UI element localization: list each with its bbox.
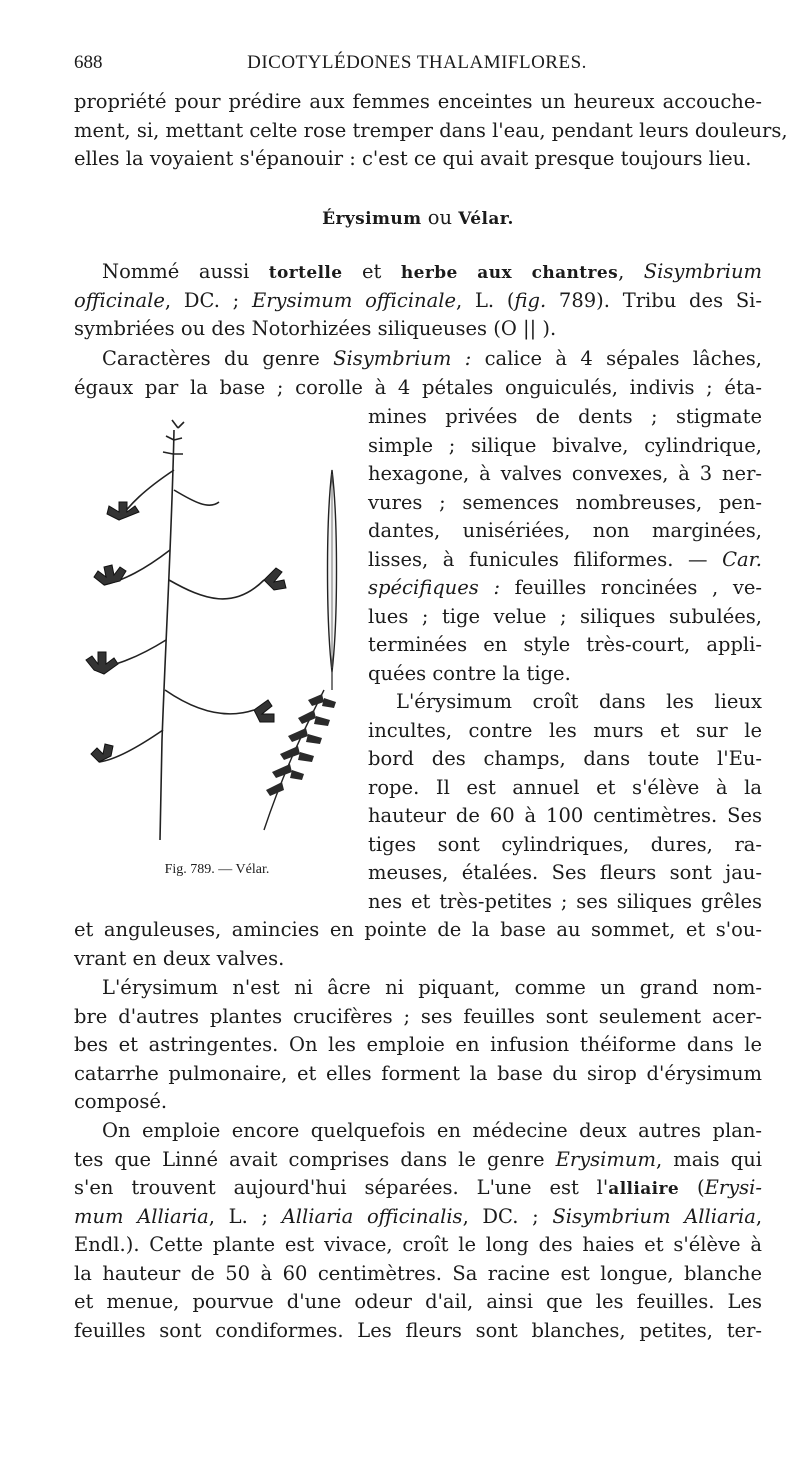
- page-header: [74, 52, 760, 82]
- text-span: Nommé aussi: [102, 260, 269, 283]
- text-span: , DC. ;: [462, 1204, 553, 1228]
- figure-caption: Fig. 789. — Vélar.: [164, 862, 270, 877]
- paragraph-alliaire: [74, 1117, 762, 1345]
- text-line: rope. Il est annuel et s'élève à la: [368, 775, 762, 799]
- bold-term: tortelle: [268, 263, 343, 283]
- text-span: lisses, à funicules filiformes. —: [368, 547, 723, 571]
- bold-term: alliaire: [608, 1179, 680, 1199]
- text-line: terminées en style très-court, appli-: [368, 633, 762, 656]
- section-heading: [74, 204, 762, 234]
- italic-term: spécifiques :: [368, 576, 501, 599]
- text-line: bes et astringentes. On les emploie en infusion théiforme dans le: [74, 1033, 762, 1056]
- text-line: et menue, pourvue d'une odeur d'ail, ainsi que les feuilles. Les: [74, 1290, 762, 1313]
- text-line: symbriées ou des Notorhizées siliqueuses (O || ).: [74, 317, 557, 340]
- text-line: On emploie encore quelquefois en médecine deux autres plan-: [102, 1119, 762, 1142]
- italic-term: Erysi-: [704, 1176, 762, 1199]
- text-line: la hauteur de 50 à 60 centimètres. Sa racine est longue, blanche: [74, 1261, 762, 1285]
- text-span: , mais qui: [655, 1147, 762, 1171]
- paragraph-synonyms: [74, 258, 762, 344]
- bold-term: herbe aux chantres: [400, 263, 619, 283]
- text-line: meuses, étalées. Ses fleurs sont jau-: [368, 861, 762, 884]
- text-line: vrant en deux valves.: [74, 946, 285, 970]
- velar-plant-illustration: [74, 410, 360, 850]
- text-span: s'en trouvent aujourd'hui séparées. L'une est l': [74, 1176, 609, 1199]
- italic-term: Sisymbrium Alliaria: [552, 1204, 756, 1228]
- text-line: hexagone, à valves convexes, à 3 ner-: [368, 462, 762, 485]
- italic-term: Car.: [722, 547, 762, 571]
- text-span: feuilles roncinées , ve-: [500, 576, 762, 599]
- heading-alt: Vélar.: [458, 209, 514, 229]
- text-span: et: [342, 260, 401, 283]
- text-line: incultes, contre les murs et sur le: [368, 718, 762, 742]
- text-line: bre d'autres plantes crucifères ; ses feuilles sont seulement acer-: [74, 1004, 762, 1028]
- text-line: L'érysimum croît dans les lieux: [396, 690, 762, 713]
- text-span: , DC. ;: [164, 288, 252, 312]
- text-span: , L. (: [456, 288, 515, 312]
- page-number: 688: [74, 52, 103, 73]
- paragraph-continuation: [74, 916, 762, 973]
- text-line: ment, si, mettant celte rose tremper dans l'eau, pendant leurs douleurs,: [74, 118, 788, 142]
- text-span: 789). Tribu des Si-: [546, 288, 763, 312]
- right-column-text: [368, 403, 762, 916]
- text-line: feuilles sont condiformes. Les fleurs sont blanches, petites, ter-: [74, 1318, 762, 1342]
- running-title: DICOTYLÉDONES THALAMIFLORES.: [247, 52, 587, 73]
- text-line: nes et très-petites ; ses siliques grêles: [368, 889, 762, 913]
- text-line: égaux par la base ; corolle à 4 pétales onguiculés, indivis ; éta-: [74, 375, 762, 399]
- text-line: et anguleuses, amincies en pointe de la base au sommet, et s'ou-: [74, 918, 762, 941]
- text-line: propriété pour prédire aux femmes enceintes un heureux accouche-: [74, 90, 762, 113]
- paragraph-uses: [74, 974, 762, 1117]
- text-line: [74, 1203, 762, 1232]
- text-line: tiges sont cylindriques, dures, ra-: [368, 832, 762, 856]
- heading-main: Érysimum: [322, 209, 422, 229]
- text-line: [368, 546, 762, 575]
- text-line: vures ; semences nombreuses, pen-: [368, 490, 762, 514]
- italic-term: Sisymbrium: [643, 260, 762, 283]
- text-line: quées contre la tige.: [368, 661, 571, 685]
- text-line: [74, 258, 762, 287]
- text-line: hauteur de 60 à 100 centimètres. Ses: [368, 804, 762, 827]
- heading-connector: ou: [427, 206, 453, 229]
- text-line: [368, 574, 762, 603]
- text-line: composé.: [74, 1090, 168, 1113]
- text-line: lues ; tige velue ; siliques subulées,: [368, 604, 762, 628]
- text-line: [74, 287, 762, 316]
- italic-term: Erysimum: [555, 1147, 656, 1171]
- italic-term: fig.: [514, 288, 547, 312]
- italic-term: mum Alliaria: [74, 1204, 209, 1228]
- italic-term: Alliaria officinalis: [281, 1204, 463, 1228]
- italic-term: Erysimum officinale: [252, 288, 457, 312]
- text-line: elles la voyaient s'épanouir : c'est ce qui avait presque toujours lieu.: [74, 147, 752, 170]
- text-line: dantes, unisériées, non marginées,: [368, 519, 762, 542]
- italic-term: officinale: [74, 288, 165, 312]
- text-line: bord des champs, dans toute l'Eu-: [368, 747, 762, 770]
- intro-paragraph: [74, 88, 788, 174]
- text-span: tes que Linné avait comprises dans le genre: [74, 1147, 556, 1171]
- text-line: Endl.). Cette plante est vivace, croît le long des haies et s'élève à: [74, 1233, 762, 1256]
- text-span: ,: [618, 260, 644, 283]
- text-span: ,: [755, 1204, 763, 1228]
- italic-term: Sisymbrium :: [333, 347, 472, 370]
- text-line: L'érysimum n'est ni âcre ni piquant, comme un grand nom-: [102, 976, 762, 999]
- text-line: mines privées de dents ; stigmate: [368, 405, 762, 428]
- text-line: simple ; silique bivalve, cylindrique,: [368, 433, 762, 457]
- text-span: Caractères du genre: [102, 347, 334, 370]
- text-line: [74, 1146, 762, 1175]
- text-line: [74, 1174, 762, 1203]
- text-line: [74, 345, 762, 374]
- text-span: calice à 4 sépales lâches,: [471, 347, 762, 370]
- paragraph-characters: [74, 345, 762, 402]
- text-span: (: [679, 1176, 705, 1199]
- text-span: , L. ;: [208, 1204, 282, 1228]
- figure-789: [74, 410, 360, 890]
- text-line: catarrhe pulmonaire, et elles forment la base du sirop d'érysimum: [74, 1061, 762, 1085]
